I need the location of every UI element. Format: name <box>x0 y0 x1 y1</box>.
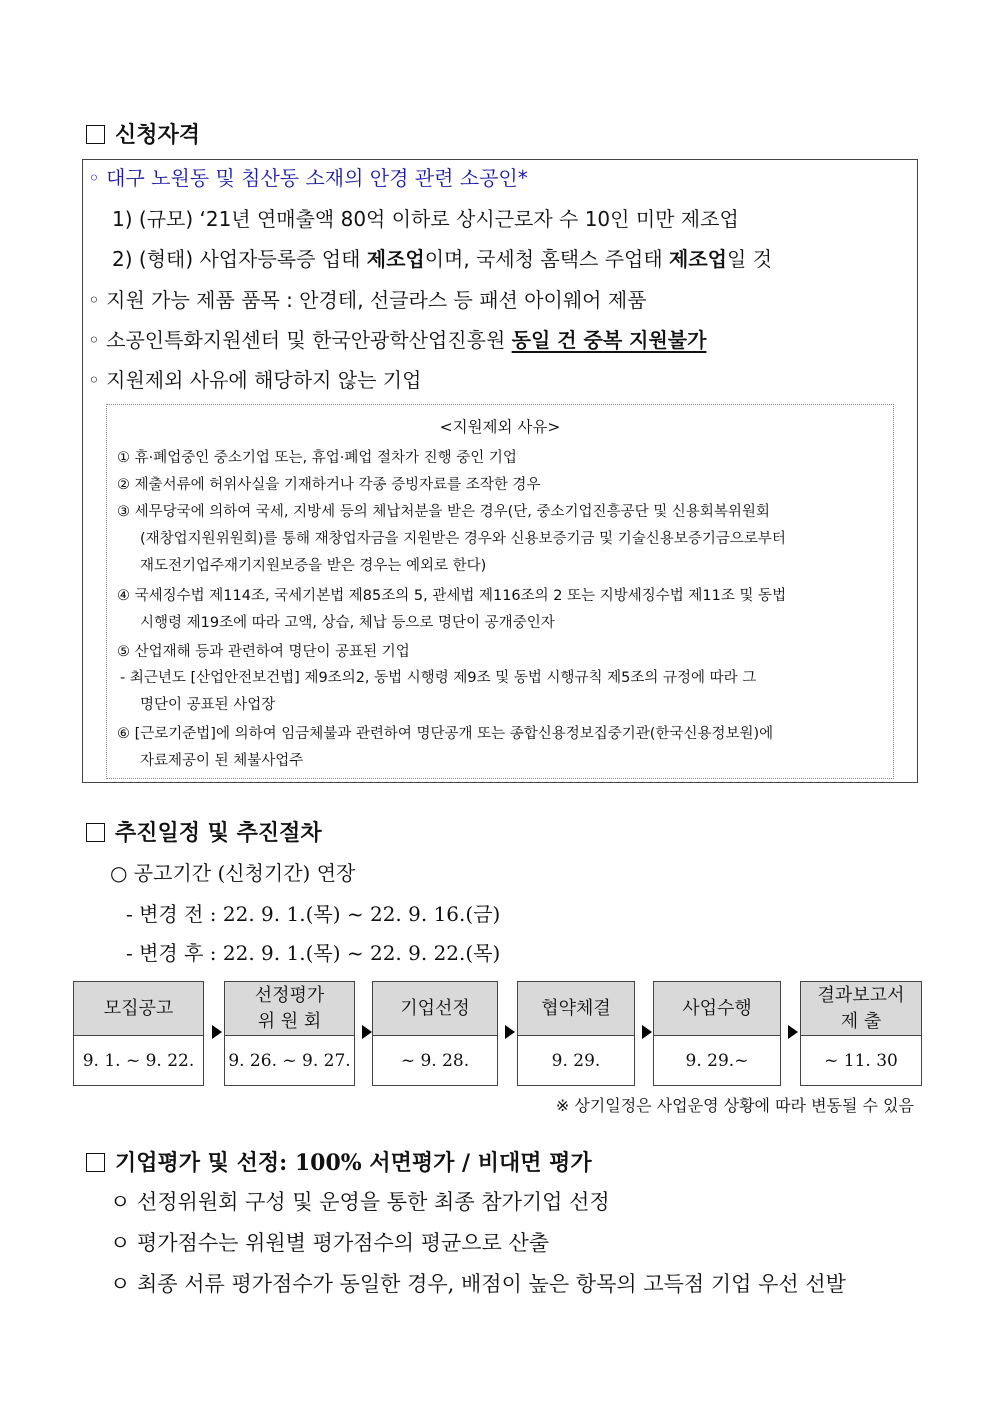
process-step-name: 기업선정 <box>373 982 497 1036</box>
exclusion-title: <지원제외 사유> <box>439 418 561 436</box>
eligibility-item-type <box>112 243 772 272</box>
exclusion-line: ⑥ [근로기준법]에 의하여 임금체불과 관련하여 명단공개 또는 종합신용정보집중기관(한국신용정보원)에 <box>117 726 774 742</box>
process-step <box>73 981 204 1086</box>
process-step-date: 9. 29. <box>551 1050 601 1071</box>
process-step <box>517 981 635 1086</box>
type-text-c: 일 것 <box>727 247 773 271</box>
arrow-right-icon <box>362 1025 372 1039</box>
process-step-date: 9. 29.~ <box>685 1050 749 1071</box>
eligibility-item-exclusion: ◦ 지원제외 사유에 해당하지 않는 기업 <box>88 368 422 392</box>
process-step-date: ~ 11. 30 <box>824 1050 898 1071</box>
arrow-right-icon <box>642 1025 652 1039</box>
exclusion-line: ⑤ 산업재해 등과 관련하여 명단이 공표된 기업 <box>117 644 410 660</box>
arrow-right-icon <box>212 1025 222 1039</box>
process-step <box>800 981 922 1086</box>
section-title-text: 추진일정 및 추진절차 <box>115 820 322 846</box>
section-title-evaluation <box>86 1146 592 1177</box>
eligibility-item-scale: 1) (규모) ‘21년 연매출액 80억 이하로 상시근로자 수 10인 미만 제조업 <box>112 207 739 231</box>
type-bold-b: 제조업 <box>669 247 728 271</box>
checkbox-square-icon <box>86 823 105 842</box>
type-bold-a: 제조업 <box>366 247 425 271</box>
schedule-after: - 변경 후 : 22. 9. 1.(목) ~ 22. 9. 22.(목) <box>126 941 501 965</box>
process-step-name: 선정평가 위 원 회 <box>225 982 354 1036</box>
evaluation-line: ㅇ 평가점수는 위원별 평가점수의 평균으로 산출 <box>110 1231 550 1255</box>
arrow-right-icon <box>788 1025 798 1039</box>
evaluation-line: ㅇ 선정위원회 구성 및 운영을 통한 최종 참가기업 선정 <box>110 1190 610 1214</box>
process-step-date: ~ 9. 28. <box>400 1050 470 1071</box>
exclusion-line: ② 제출서류에 허위사실을 기재하거나 각종 증빙자료를 조작한 경우 <box>117 477 541 493</box>
process-step <box>224 981 355 1086</box>
exclusion-line: 재도전기업주재기지원보증을 받은 경우는 예외로 한다) <box>140 558 487 574</box>
checkbox-square-icon <box>86 125 105 144</box>
type-text-a: 2) (형태) 사업자등록증 업태 <box>112 247 367 271</box>
section-title-eligibility <box>86 118 200 149</box>
arrow-right-icon <box>505 1025 515 1039</box>
eligibility-item-products: ◦ 지원 가능 제품 품목 : 안경테, 선글라스 등 패션 아이웨어 제품 <box>88 288 647 312</box>
section-title-text: 기업평가 및 선정: 100% 서면평가 / 비대면 평가 <box>115 1150 592 1176</box>
process-step-date: 9. 1. ~ 9. 22. <box>82 1050 195 1071</box>
exclusion-line: ③ 세무당국에 의하여 국세, 지방세 등의 체납처분을 받은 경우(단, 중소기업진흥공단 및 신용회복위원회 <box>117 504 770 520</box>
eligibility-item-location: ◦ 대구 노원동 및 침산동 소재의 안경 관련 소공인* <box>88 166 528 190</box>
evaluation-line: ㅇ 최종 서류 평가점수가 동일한 경우, 배점이 높은 항목의 고득점 기업 우선 선발 <box>110 1272 846 1296</box>
process-step-date: 9. 26. ~ 9. 27. <box>228 1050 351 1071</box>
type-text-b: 이며, 국세청 홈택스 주업태 <box>424 247 670 271</box>
process-step <box>653 981 781 1086</box>
exclusion-line: ④ 국세징수법 제114조, 국세기본법 제85조의 5, 관세법 제116조의 2 또는 지방세징수법 제11조 및 동법 <box>117 588 787 604</box>
process-step-name: 협약체결 <box>518 982 634 1036</box>
process-step-name: 모집공고 <box>74 982 203 1036</box>
exclusion-line: 자료제공이 된 체불사업주 <box>140 753 304 769</box>
exclusion-line: - 최근년도 [산업안전보건법] 제9조의2, 동법 시행령 제9조 및 동법 시행규칙 제5조의 규정에 따라 그 <box>120 670 757 686</box>
schedule-before: - 변경 전 : 22. 9. 1.(목) ~ 22. 9. 16.(금) <box>126 902 501 926</box>
schedule-note: ※ 상기일정은 사업운영 상황에 따라 변동될 수 있음 <box>555 1096 914 1115</box>
eligibility-item-duplicate <box>88 324 706 353</box>
exclusion-line: 명단이 공표된 사업장 <box>140 697 276 713</box>
exclusion-line: 시행령 제19조에 따라 고액, 상습, 체납 등으로 명단이 공개중인자 <box>140 615 555 631</box>
duplicate-emphasis: 동일 건 중복 지원불가 <box>511 328 707 352</box>
schedule-period: ○ 공고기간 (신청기간) 연장 <box>110 861 356 885</box>
exclusion-line: (재창업지원위원회)를 통해 재창업자금을 지원받은 경우와 신용보증기금 및 기술신용보증기금으로부터 <box>140 531 786 547</box>
process-step-name: 사업수행 <box>654 982 780 1036</box>
process-step-name: 결과보고서 제 출 <box>801 982 921 1036</box>
section-title-text: 신청자격 <box>115 122 201 148</box>
duplicate-text: ◦ 소공인특화지원센터 및 한국안광학산업진흥원 <box>88 328 512 352</box>
section-title-schedule <box>86 816 322 847</box>
exclusion-line: ① 휴·폐업중인 중소기업 또는, 휴업·폐업 절차가 진행 중인 기업 <box>117 450 517 466</box>
process-step <box>372 981 498 1086</box>
checkbox-square-icon <box>86 1153 105 1172</box>
